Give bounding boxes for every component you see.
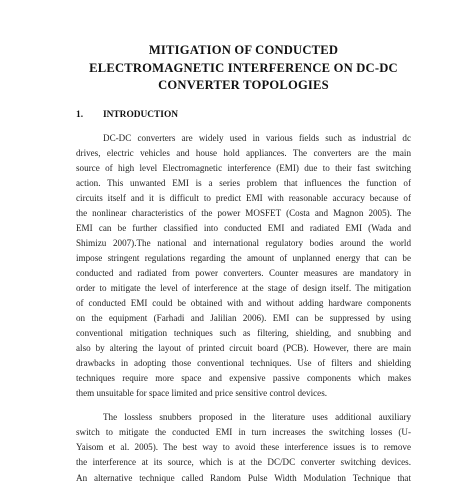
paragraph-line: switch to mitigate the conducted EMI in turn increases the switching losses (U- (76, 427, 411, 438)
paragraph-line: circuits itself and it is difficult to predict EMI with reasonable accuracy because of (76, 192, 411, 203)
section-title: INTRODUCTION (103, 109, 179, 120)
paragraph-line: conducted and radiated from power converters. Counter measures are mandatory in (76, 267, 411, 278)
paragraph-line: order to mitigate the level of interference at the stage of design itself. The mitigation (76, 282, 411, 293)
paragraph-line: of conducted EMI could be obtained with and without adding hardware components (76, 298, 411, 309)
body-paragraph-2 (76, 410, 411, 485)
paragraph-line: also by altering the layout of printed circuit board (PCB). However, there are main (76, 343, 411, 354)
paragraph-line: drives, electric vehicles and house hold appliances. The converters are the main (76, 147, 411, 158)
paragraph-line: source of high level Electromagnetic interference (EMI) due to their fast switching (76, 162, 411, 173)
body-paragraph-1 (76, 131, 411, 402)
title-line-3: CONVERTER TOPOLOGIES (158, 78, 329, 92)
section-number: 1. (76, 109, 84, 120)
paragraph-line: the nonlinear characteristics of the power MOSFET (Costa and Magnon 2005). The (76, 207, 411, 218)
title-line-1: MITIGATION OF CONDUCTED (148, 43, 339, 57)
title-line-2: ELECTROMAGNETIC INTERFERENCE ON DC-DC (89, 60, 398, 75)
paper-title (76, 42, 411, 95)
paragraph-line: the interference at its source, which is at the DC/DC converter switching devices. (76, 457, 411, 468)
paragraph-line: impose stringent regulations regarding the amount of unplanned energy that can be (76, 252, 411, 263)
section-heading (76, 109, 411, 121)
paragraph-line: action. This unwanted EMI is a series problem that influences the function of (76, 177, 411, 188)
paragraph-line: on the equipment (Farhadi and Jalilian 2006). EMI can be suppressed by using (76, 313, 411, 324)
paragraph-line: techniques require more space and expensive passive components which makes (76, 373, 411, 384)
paragraph-line: Yaisom et al. 2005). The best way to avoid these interference issues is to remove (76, 442, 411, 453)
paragraph-line: An alternative technique called Random Pulse Width Modulation Technique that (76, 472, 411, 483)
paragraph-line: them unsuitable for space limited and price sensitive control devices. (76, 388, 328, 399)
paragraph-line: drawbacks in adopting those conventional techniques. Use of filters and shielding (76, 358, 411, 369)
paragraph-line: conventional mitigation techniques such as filtering, shielding, and snubbing and (76, 328, 411, 339)
paragraph-line: The lossless snubbers proposed in the literature uses additional auxiliary (103, 412, 411, 423)
paragraph-line: EMI can be further classified into conducted EMI and radiated EMI (Wada and (76, 222, 411, 233)
paragraph-line: DC-DC converters are widely used in various fields such as industrial dc (103, 132, 411, 143)
paragraph-line: Shimizu 2007).The national and international regulatory bodies around the world (76, 237, 411, 248)
